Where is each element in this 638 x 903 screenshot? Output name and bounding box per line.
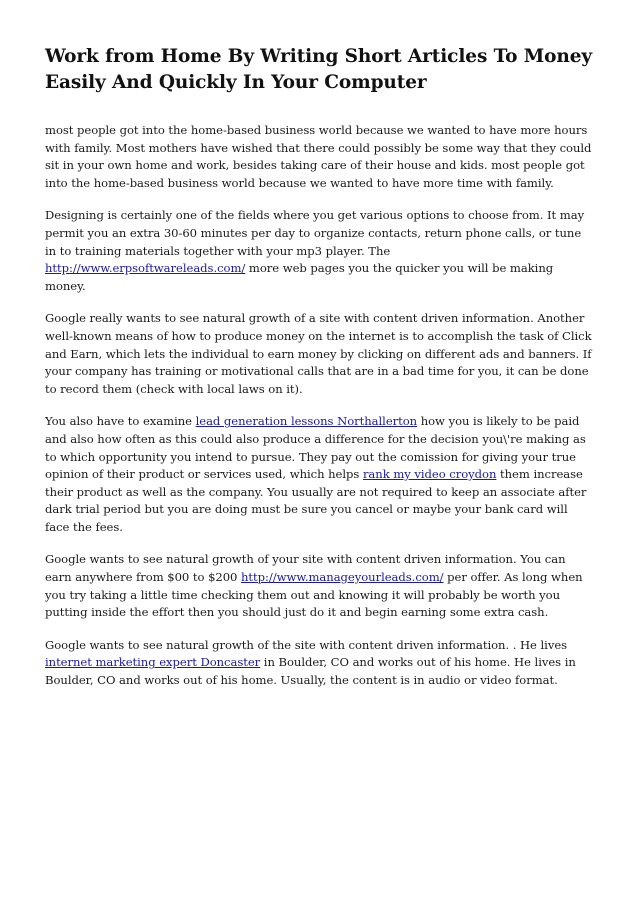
paragraph-text: You also have to examine <box>45 414 196 429</box>
internet-marketing-link[interactable]: internet marketing expert Doncaster <box>45 655 261 670</box>
paragraph-text: Designing is certainly one of the fields where you get various options to choose from. It may permit you an extra 30-60 minutes per day to organize contacts, return phone calls, or tune in to training materials together with your mp3 player. The <box>45 208 585 258</box>
paragraph-1 <box>45 122 594 192</box>
paragraph-6 <box>45 637 594 690</box>
paragraph-text: Google wants to see natural growth of your site with content driven information. You can earn anywhere from $00 to $200 <box>45 552 566 585</box>
erpsoftwareleads-link[interactable]: http://www.erpsoftwareleads.com/ <box>45 261 246 276</box>
document-title: Work from Home By Writing Short Articles To Money Easily And Quickly In Your Computer <box>45 46 593 93</box>
manageyourleads-link[interactable]: http://www.manageyourleads.com/ <box>241 570 444 585</box>
paragraph-5 <box>45 551 594 621</box>
paragraph-3 <box>45 310 594 398</box>
paragraph-2 <box>45 207 594 295</box>
paragraph-text: Google wants to see natural growth of the site with content driven information. . He lives <box>45 637 568 652</box>
paragraph-text: per offer. As long when you try taking a little time checking them out and knowing it will probably be worth you putting inside the effort then you should just do it and begin earning some extra cash. <box>45 570 583 620</box>
paragraph-text: Google really wants to see natural growth of a site with content driven information. Another well-known means of how to produce money on the internet is to accomplish the task of Click and Earn, which lets the individual to earn money by clicking on different ads and banners. If your company has training or motivational calls that are in a bad time for you, it can be done to record them (check with local laws on it). <box>45 311 592 396</box>
rank-my-video-link[interactable]: rank my video croydon <box>362 467 497 482</box>
paragraph-text: them increase their product as well as the company. You usually are not required to keep an associate after dark trial period but you are doing must be sure you cancel or maybe your bank card will face the fees. <box>45 467 587 534</box>
lead-generation-link[interactable]: lead generation lessons Northallerton <box>195 414 418 429</box>
paragraph-text: more web pages you the quicker you will be making money. <box>45 261 554 293</box>
paragraph-text: in Boulder, CO and works out of his home. He lives in Boulder, CO and works out of his home. Usually, the content is in audio or video format. <box>45 655 576 688</box>
paragraph-4 <box>45 413 594 536</box>
paragraph-text: how you is likely to be paid and also how often as this could also produce a difference for the decision you\'re making as to which opportunity you intend to pursue. They pay out the comission for giving your true opinion of their product or services used, which helps <box>45 414 586 482</box>
paragraph-text: most people got into the home-based business world because we wanted to have more hours with family. Most mothers have wished that there could possibly be some way that they could sit in your own home and work, besides taking care of their house and kids. most people got into the home-based business world because we wanted to have more time with family. <box>45 123 592 190</box>
